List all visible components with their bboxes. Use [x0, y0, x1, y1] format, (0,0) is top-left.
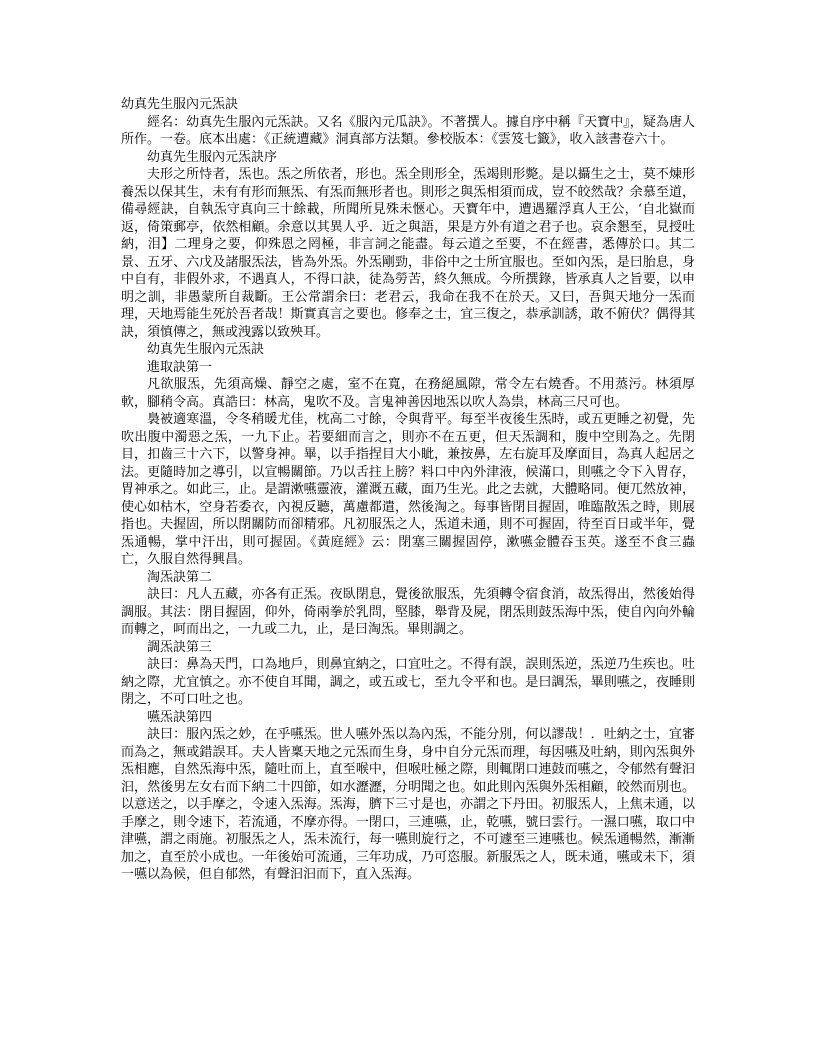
document-title: 幼真先生服內元炁訣 — [121, 97, 239, 112]
paragraph-chapter-one-a: 凡欲服炁，先須高燥、靜空之處，室不在寬，在務絕風隙，常令左右燒香。不用蒸污。林須厚軟，腳稍令高。真誥曰：林高，鬼吹不及。言鬼神善因地炁以吹人為祟，林高三尺可也。 — [121, 377, 695, 410]
section-heading-main-title: 幼真先生服內元炁訣 — [147, 342, 265, 357]
paragraph-chapter-three-body: 訣曰：鼻為天門，口為地戶，則鼻宜納之，口宜吐之。不得有誤，誤則炁逆，炁逆乃生疾也。吐納之際，尤宜慎之。亦不使自耳聞，調之，或五或七，至九令平和也。是曰調炁，畢則嚥之，夜睡則閉之，不可口吐之也。 — [121, 657, 695, 707]
section-heading-chapter-two: 淘炁訣第二 — [147, 569, 213, 585]
section-heading-chapter-four: 嚥炁訣第四 — [147, 709, 213, 725]
paragraph-scripture-info: 經名：幼真先生服內元炁訣。又名《服內元瓜訣》。不著撰人。據自序中稱『天寶中』，疑為唐人所作。一卷。底本出處：《正統遭藏》洞真部方法類。參校版本：《雲笈七籤》，收入該書卷六十。 — [121, 114, 695, 147]
section-heading-preface: 幼真先生服內元炁訣序 — [147, 149, 278, 165]
paragraph-chapter-four-body: 訣曰：服內炁之妙，在乎嚥炁。世人嚥外炁以為內炁，不能分別，何以謬哉！．吐納之士，宜審而為之，無或錯誤耳。夫人皆稟天地之元炁而生身，身中自分元炁而理，每因嚥及吐納，則內炁與外炁相應，自然炁海中炁，隨吐而上，直至喉中，但喉吐極之際，則輒閉口連鼓而嚥之，令郁然有聲汩汩，然後男左女右而下納二十四節，如水瀝瀝，分明聞之也。如此則內炁與外炁相顧，皎然而別也。以意送之，以手摩之，令速入炁海。炁海，臍下三寸是也，亦謂之下丹田。初服炁人，上焦未通，以手摩之，則令速下，若流通，不摩亦得。一閉口，三連嚥，止，乾嚥，號曰雲行。一濕口嚥，取口中津嚥，謂之雨施。初服炁之人，炁未流行，每一嚥則旋行之，不可遽至三連嚥也。候炁通暢然，漸漸加之，直至於小成也。一年後始可流通，三年功成，乃可恣服。新服炁之人，既未通，嚥或未下，須一嚥以為候，但自郁然，有聲汩汩而下，直入炁海。 — [121, 727, 695, 882]
section-heading-chapter-one: 進取訣第一 — [147, 359, 213, 375]
paragraph-chapter-two-body: 訣曰：凡人五藏，亦各有正炁。夜臥閉息，覺後欲服炁，先須轉令宿食消，故炁得出，然後始得調服。其法：閉目握固，仰外，倚兩拳於乳問，堅膝，舉背及屍，閉炁則鼓炁海中炁，使自內向外輪而轉之，呵而出之，一九或二九，止，是曰淘炁。畢則調之。 — [121, 587, 695, 637]
document-body — [121, 96, 695, 884]
section-heading-chapter-three: 調炁訣第三 — [147, 639, 213, 655]
paragraph-chapter-one-b: 裊被適寒溫，令冬稍暖尤佳，枕高二寸餘，令與背平。每至半夜後生炁時，或五更睡之初覺，先吹出腹中濁惡之炁，一九下止。若要細而言之，則亦不在五更，但天炁調和，腹中空則為之。先閉目，扣齒三十六下，以警身神。畢，以手指捏目大小眦，兼按鼻，左右旋耳及摩面目，為真人起居之法。更隨時加之導引，以宣暢關節。乃以舌拄上膀？料口中內外津液，候滿口，則嚥之令下入胃存，胃神承之。如此三，止。是謂漱嚥靈液，灌溉五藏，面乃生光。此之去就，大體略同。便兀然放神，使心如枯木，空身若委衣，內視反聽，萬慮都遣，然後淘之。每事皆閉目握固，唯臨散炁之時，則展指也。夫握固，所以閉關防而卻精邪。凡初服炁之人，炁道未通，則不可握固，待至百日或半年，覺炁通暢，掌中汗出，則可握固。《黃庭經》云：閉塞三關握固停，漱嚥金體吞玉英。遂至不食三蟲亡，久服自然得興昌。 — [121, 412, 695, 567]
paragraph-preface-body: 夫形之所恃者，炁也。炁之所依者，形也。炁全則形全，炁竭則形斃。是以攝生之士，莫不煉形養炁以保其生，未有有形而無炁、有炁而無形者也。則形之與炁相須而成，豈不皎然哉？余慕至道，備尋經訣，自執炁守真向三十餘載，所聞所見殊未愜心。天寶年中，遭遇羅浮真人王公，‘自北嶽而返，倚策郵亭，依然相顧。余意以其異人乎．近之與語，果是方外有道之君子也。哀余懇至，見授吐納，泪】二理身之要，仰殊恩之罔極，非言詞之能盡。每云道之至要，不在經書，悉傳於口。其二景、五牙、六戊及諸服炁法，皆為外炁。外炁剛勁，非俗中之士所宜服也。至如內炁，是曰胎息，身中自有，非假外求，不遇真人，不得口訣，徒為勞苦，終久無成。今所撰錄，皆承真人之旨要，以申明之訓，非愚蒙所自裁斷。王公常謂余曰：老君云，我命在我不在於天。又曰，吾與天地分一炁而理，天地焉能生死於吾者哉！斯實真言之要也。修奉之士，宜三復之，恭承訓誘，敢不俯伏？偶得其訣，須慎傳之，無或洩露以致殃耳。 — [121, 167, 695, 340]
